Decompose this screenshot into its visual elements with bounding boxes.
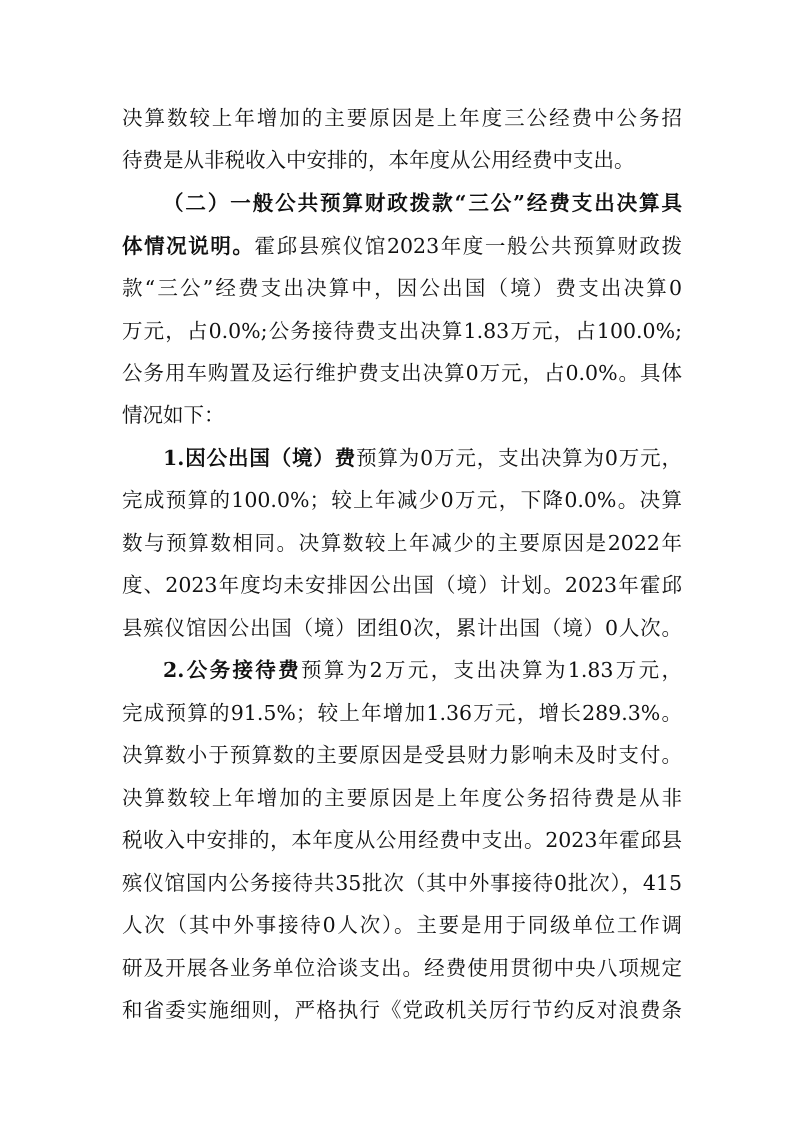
- line-text: 预算为2万元，支出决算为1.83万元，: [301, 658, 682, 682]
- line-text: 完成预算的91.5%；较上年增加1.36万元，增长289.3%。: [122, 701, 682, 725]
- text-line: [122, 145, 682, 175]
- subsection-heading: 2.公务接待费: [163, 658, 302, 682]
- text-line: [122, 825, 682, 855]
- text-line: [122, 995, 682, 1025]
- line-text: 预算为0万元，支出决算为0万元，: [356, 446, 682, 470]
- line-text: 决算数较上年增加的主要原因是上年度三公经费中公务招: [122, 106, 682, 130]
- line-text: 决算数较上年增加的主要原因是上年度公务招待费是从非: [122, 786, 682, 810]
- text-line: [122, 103, 682, 133]
- text-line: [122, 358, 682, 388]
- line-text: 款“三公”经费支出决算中，因公出国（境）费支出决算0: [122, 276, 682, 300]
- line-text: 情况如下：: [122, 403, 225, 427]
- line-text: 殡仪馆国内公务接待共35批次（其中外事接待0批次），415: [122, 871, 682, 895]
- text-line: [122, 316, 682, 346]
- text-line: [122, 613, 682, 643]
- text-line: [122, 868, 682, 898]
- line-text: 万元，占0.0%;公务接待费支出决算1.83万元，占100.0%;: [122, 319, 682, 343]
- text-line: [122, 231, 682, 261]
- subsection-line: [163, 655, 682, 685]
- subsection-line: [163, 443, 682, 473]
- text-line: [122, 783, 682, 813]
- text-line: [122, 485, 682, 515]
- text-line: [122, 570, 682, 600]
- line-text: 研及开展各业务单位洽谈支出。经费使用贯彻中央八项规定: [122, 956, 682, 980]
- text-line: [122, 740, 682, 770]
- heading-text: （二）一般公共预算财政拨款“三公”经费支出决算具: [163, 191, 682, 215]
- text-line: [122, 528, 682, 558]
- text-line: [122, 953, 682, 983]
- text-line: [122, 910, 682, 940]
- text-line: [122, 400, 682, 430]
- line-text: 决算数小于预算数的主要原因是受县财力影响未及时支付。: [122, 743, 682, 767]
- section-heading: [163, 188, 682, 218]
- subsection-heading: 1.因公出国（境）费: [163, 446, 357, 470]
- line-text: 待费是从非税收入中安排的，本年度从公用经费中支出。: [122, 148, 635, 172]
- line-text: 县殡仪馆因公出国（境）团组0次，累计出国（境）0人次。: [122, 616, 682, 640]
- line-text: 度、2023年度均未安排因公出国（境）计划。2023年霍邱: [122, 573, 682, 597]
- line-text: 人次（其中外事接待0人次）。主要是用于同级单位工作调: [122, 913, 682, 937]
- line-text: 数与预算数相同。决算数较上年减少的主要原因是2022年: [122, 531, 682, 555]
- line-text: 完成预算的100.0%；较上年减少0万元，下降0.0%。决算: [122, 488, 682, 512]
- text-line: [122, 698, 682, 728]
- line-text: 霍邱县殡仪馆2023年度一般公共预算财政拨: [254, 234, 682, 258]
- heading-text: 体情况说明。: [122, 234, 255, 258]
- text-line: [122, 273, 682, 303]
- line-text: 和省委实施细则，严格执行《党政机关厉行节约反对浪费条: [122, 998, 682, 1022]
- line-text: 税收入中安排的，本年度从公用经费中支出。2023年霍邱县: [122, 828, 682, 852]
- line-text: 公务用车购置及运行维护费支出决算0万元，占0.0%。具体: [122, 361, 682, 385]
